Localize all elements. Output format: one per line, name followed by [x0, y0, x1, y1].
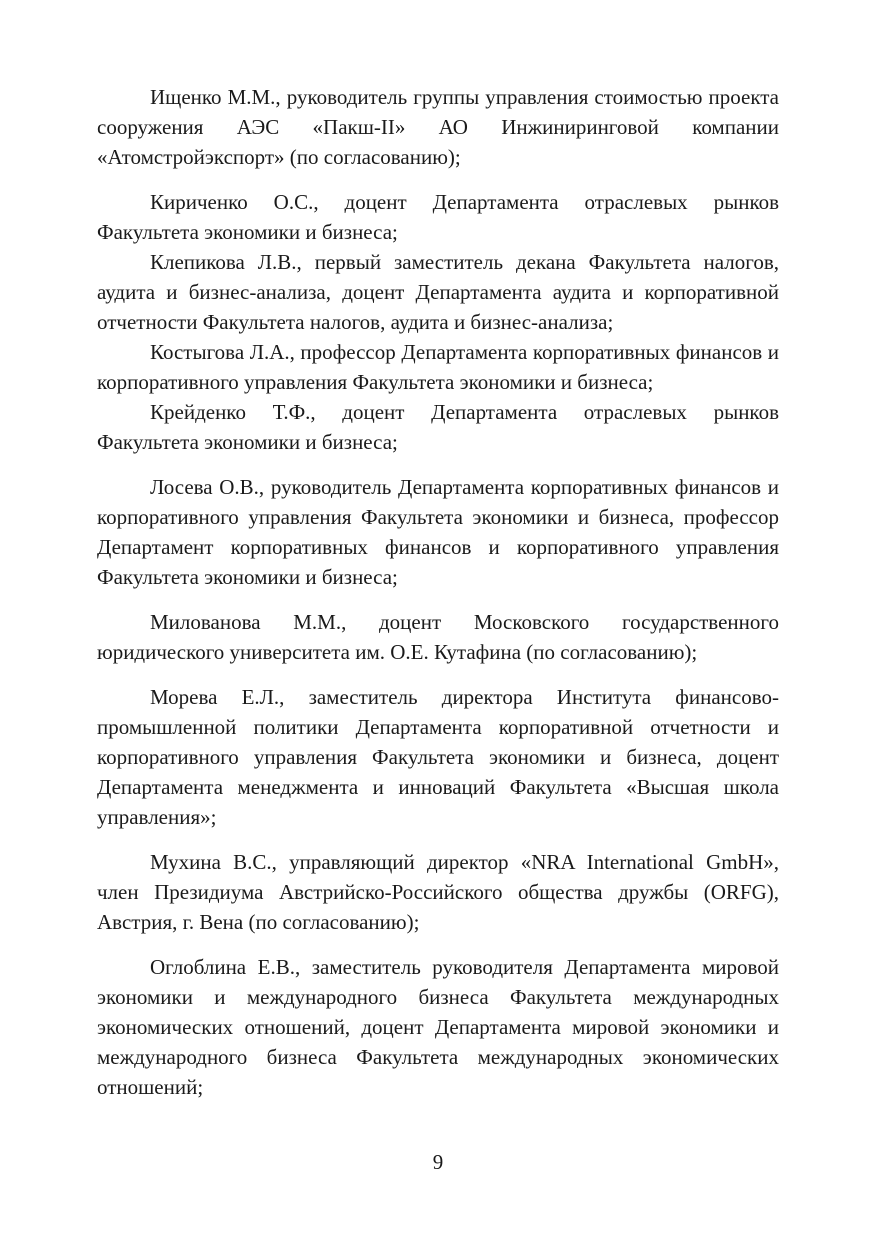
page-number: 9	[432, 1150, 444, 1174]
list-item-moreva: Морева Е.Л., заместитель директора Института финансово-промышленной политики Департамента корпоративной отчетности и корпоративного управления Факультета экономики и бизнеса, доцент Департамента менеджмента и инноваций Факультета «Высшая школа управления»;	[97, 685, 779, 829]
list-item-mukhina: Мухина В.С., управляющий директор «NRA International GmbH», член Президиума Австрийско-Российского общества дружбы (ORFG), Австрия, г. Вена (по согласованию);	[97, 850, 779, 934]
list-item-ishchenko: Ищенко М.М., руководитель группы управления стоимостью проекта сооружения АЭС «Пакш-II» АО Инжиниринговой компании «Атомстройэкспорт» (по согласованию);	[97, 85, 779, 169]
member-list	[97, 82, 779, 1102]
list-item-kostygova: Костыгова Л.А., профессор Департамента корпоративных финансов и корпоративного управления Факультета экономики и бизнеса;	[97, 340, 779, 394]
list-item-milovanova: Милованова М.М., доцент Московского государственного юридического университета им. О.Е. Кутафина (по согласованию);	[97, 610, 779, 664]
list-item-ogloblina: Оглоблина Е.В., заместитель руководителя Департамента мировой экономики и международного бизнеса Факультета международных экономических отношений, доцент Департамента мировой экономики и международного бизнеса Факультета международных экономических отношений;	[97, 955, 779, 1099]
list-item-klepikova: Клепикова Л.В., первый заместитель декана Факультета налогов, аудита и бизнес-анализа, доцент Департамента аудита и корпоративной отчетности Факультета налогов, аудита и бизнес-анализа;	[97, 250, 779, 334]
list-item-kreidenko: Крейденко Т.Ф., доцент Департамента отраслевых рынков Факультета экономики и бизнеса;	[97, 400, 779, 454]
list-item-kirichenko: Кириченко О.С., доцент Департамента отраслевых рынков Факультета экономики и бизнеса;	[97, 190, 779, 244]
list-item-loseva: Лосева О.В., руководитель Департамента корпоративных финансов и корпоративного управления Факультета экономики и бизнеса, профессор Департамент корпоративных финансов и корпоративного управления Факультета экономики и бизнеса;	[97, 475, 779, 589]
